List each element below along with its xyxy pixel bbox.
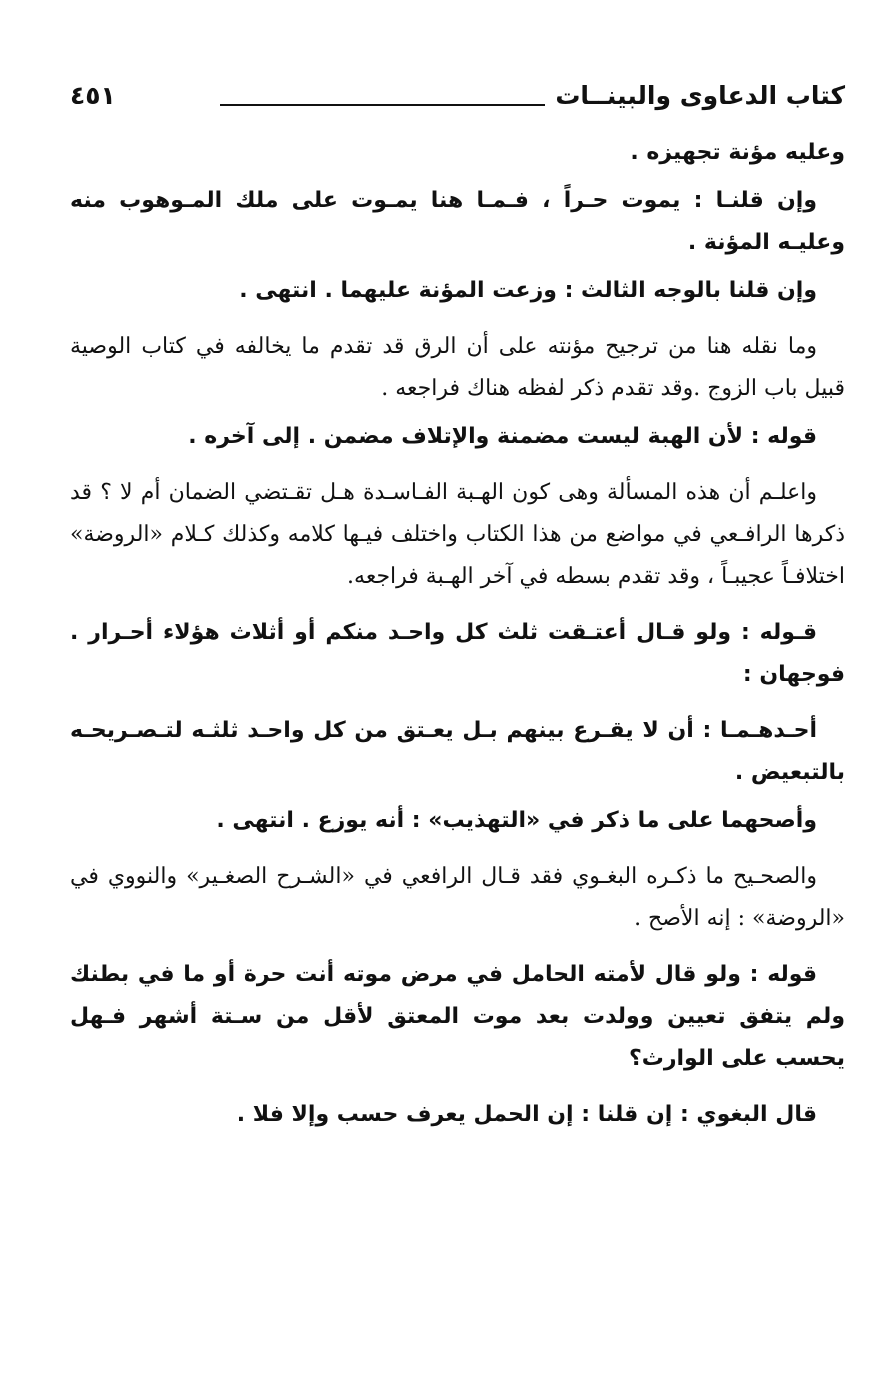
paragraph: قـوله : ولو قـال أعتـقت ثلث كل واحـد منكم أو أثلاث هؤلاء أحـرار . فوجهان :: [70, 620, 845, 687]
paragraph: وما نقله هنا من ترجيح مؤنته على أن الرق قد تقدم ما يخالفه في كتاب الوصية قبيل باب الزوج .وقد تقدم ذكر لفظه هناك فراجعه .: [70, 334, 845, 401]
paragraph: قوله : لأن الهبة ليست مضمنة والإتلاف مضمن . إلى آخره .: [188, 424, 817, 449]
paragraph: وإن قلنا بالوجه الثالث : وزعت المؤنة عليهما . انتهى .: [239, 278, 817, 303]
paragraph: قال البغوي : إن قلنا : إن الحمل يعرف حسب وإلا فلا .: [236, 1102, 817, 1127]
book-page: [70, 70, 845, 1136]
paragraph: واعلـم أن هذه المسألة وهى كون الهـبة الفـاسـدة هـل تقـتضي الضمان أم لا ؟ قد ذكرها الرافـعي في مواضع من هذا الكتاب واختلف فيـها كلامه وكذلك كـلام «الروضة» اختلافـاً عجيبـاً ، وقد تقدم بسطه في آخر الهـبة فراجعه.: [70, 480, 845, 589]
paragraph: قوله : ولو قال لأمته الحامل في مرض موته أنت حرة أو ما في بطنك ولم يتفق تعيين وولدت بعد موت المعتق لأقل من سـتة أشهر فـهل يحسب على الوارث؟: [70, 962, 845, 1071]
paragraph: أحـدهـمـا : أن لا يقـرع بينهم بـل يعـتق من كل واحـد ثلثـه لتـصـريحـه بالتبعيض .: [70, 718, 845, 785]
body-text: [70, 132, 845, 1136]
paragraph: وإن قلنـا : يموت حـراً ، فـمـا هنا يمـوت على ملك المـوهوب منه وعليـه المؤنة .: [70, 188, 845, 255]
paragraph: والصحـيح ما ذكـره البغـوي فقد قـال الرافعي في «الشـرح الصغـير» والنووي في «الروضة» : إنه الأصح .: [70, 864, 845, 931]
header-rule: [220, 104, 545, 106]
running-title: كتاب الدعاوى والبينــات: [555, 81, 845, 110]
paragraph: وأصحهما على ما ذكر في «التهذيب» : أنه يوزع . انتهى .: [216, 808, 817, 833]
page-header: [70, 70, 845, 126]
paragraph: وعليه مؤنة تجهيزه .: [630, 140, 845, 165]
page-number: ٤٥١: [70, 81, 116, 110]
